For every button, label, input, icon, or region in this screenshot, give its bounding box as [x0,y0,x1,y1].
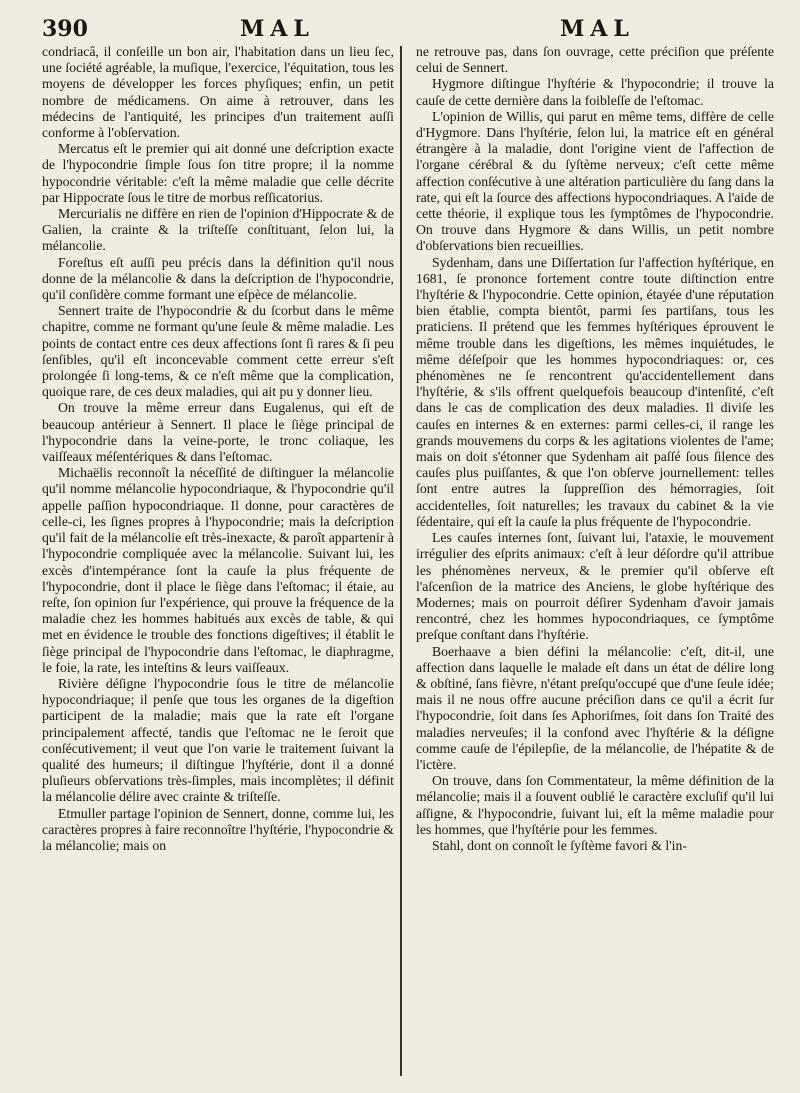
paragraph: Stahl, dont on connoît le ſyſtème favori & l'in- [432,837,687,853]
paragraph: Mercurialis ne diffère en rien de l'opinion d'Hippocrate & de Galien, la crainte & la triſteſſe conſtituant, ſelon lui, la mélancolie. [42,206,394,254]
paragraph: Michaëlis reconnoît la néceſſité de diſtinguer la mélancolie qu'il nomme mélancolie hypocondriaque, & l'hypocondrie qu'il appelle paſſion hypocondriaque. Il donne, pour caractères de celle-ci, les ſignes propres à l'hypocondrie; mais la deſcription qu'il fait de la mélancolie eſt très-inexacte, & paroît appartenir à l'hypocondrie compliquée avec la mélancolie. Suivant lui, les excès d'intempérance ſont la cauſe la plus fréquente de l'hypocondrie, dont il place le ſiège dans l'eſtomac; il étaie, au reſte, ſon opinion ſur l'expérience, qui prouve la fréquence de la maladie chez les hommes habitués aux excès de table, & qui met en évidence le trouble des fonctions digeſtives; il établit le ſiège principal de l'hypocondrie dans l'eſtomac, le diaphragme, le foie, la rate, les inteſtins & leurs vaiſſeaux. [42,465,394,675]
paragraph: On trouve la même erreur dans Eugalenus, qui eſt de beaucoup antérieur à Sennert. Il place le ſiège principal de l'hypocondrie dans la veine-porte, le tronc coliaque, les vaiſſeaux méſentériques & dans l'eſtomac. [42,400,394,465]
column-divider [400,46,402,1076]
paragraph: Sydenham, dans une Diſſertation ſur l'affection hyſtérique, en 1681, ſe prononce fortement contre toute diſtinction entre l'hyſtérie & l'hypocondrie. Cette opinion, étayée d'une réputation bien établie, compta bientôt, parmi ſes partiſans, tous les praticiens. Il prétend que les femmes hyſtériques éprouvent le même trouble dans les digeſtions, les mêmes inquiétudes, le même déſeſpoir que les hommes hypocondriaques: or, ces phénomènes ne ſe rencontrent qu'accidentellement dans l'hyſtérie, & s'ils offrent quelquefois beaucoup d'intenſité, c'eſt dans le cas de complication des deux maladies. Il diviſe les cauſes en internes & en externes: parmi celles-ci, il range les grands mouvemens du corps & les agitations violentes de l'ame; mais on doit s'étonner que Sydenham ait paſſé ſous ſilence des cauſes plus puiſſantes, & que l'on obſerve journellement: telles ſont entre autres la ſuppreſſion des hémorragies, ſoit accidentelles, ſoit naturelles; les travaux du cabinet & la vie ſédentaire, qui eſt la cauſe la plus fréquente de l'hypocondrie. [416,254,774,529]
paragraph: On trouve, dans ſon Commentateur, la même définition de la mélancolie; mais il a ſouvent oublié le caractère excluſif qu'il lui aſſigne, & l'hypocondrie, ſuivant lui, eſt la même maladie pour les hommes, que l'hyſtérie pour les femmes. [416,773,774,837]
paragraph: Rivière déſigne l'hypocondrie ſous le titre de mélancolie hypocondriaque; il penſe que tous les organes de la digeſtion participent de la maladie; mais que la rate eſt l'organe principalement affecté, tandis que l'eſtomac ne le ſeroit que conſécutivement; il veut que l'on varie le traitement ſuivant la qualité des humeurs; il diſtingue l'hyſtérie, dont il a donné pluſieurs obſervations très-ſimples, mais incomplètes; il définit la mélancolie délire avec crainte & triſteſſe. [42,675,394,805]
paragraph: condriacâ, il conſeille un bon air, l'habitation dans un lieu ſec, une ſociété agréable, la muſique, l'exercice, l'équitation, tous les moyens de développer les forces phyſiques; enfin, un petit nombre de médicamens. On aime à retrouver, dans les médecins de l'antiquité, les principes d'un traitement auſſi conforme à l'obſervation. [42,44,394,141]
running-title-right: MAL [560,16,635,42]
paragraph: Les cauſes internes ſont, ſuivant lui, l'ataxie, le mouvement irrégulier des eſprits animaux: c'eſt à leur déſordre qu'il attribue les phénomènes nerveux, & le premier qu'il obſerve eſt l'aſcenſion de la matrice des Anciens, le globe hyſtérique des Modernes; mais on pourroit déſirer Sydenham d'avoir jamais rencontré, chez les hommes hypocondriaques, ce ſymptôme preſque conſtant dans l'hyſtérie. [416,530,774,643]
paragraph: Hygmore diſtingue l'hyſtérie & l'hypocondrie; il trouve la cauſe de cette dernière dans la foibleſſe de l'eſtomac. [416,76,774,108]
paragraph: Boerhaave a bien défini la mélancolie: c'eſt, dit-il, une affection dans laquelle le malade eſt dans un état de délire long & obſtiné, ſans fièvre, n'étant preſqu'occupé que d'une ſeule idée; mais il ne nous offre aucune préciſion dans ce qu'il a écrit ſur l'hypocondrie, ſoit dans ſes Aphoriſmes, ſoit dans ſon Traité des maladies nerveuſes; il la confond avec l'hyſtérie & la déſigne comme cauſe de l'épilepſie, de la mélancolie, de l'hépatite & de l'ictère. [416,643,774,772]
page-number: 390 [42,16,88,42]
paragraph: Etmuller partage l'opinion de Sennert, donne, comme lui, les caractères propres à faire reconnoître l'hyſtérie, l'hypocondrie & la mélancolie; mais on [42,805,394,853]
right-column [416,44,774,854]
paragraph: L'opinion de Willis, qui parut en même tems, diffère de celle d'Hygmore. Dans l'hyſtérie, ſelon lui, la matrice eſt en général étrangère à la maladie, dont l'origine vient de l'affection de l'organe cérébral & du ſyſtème nerveux; c'eſt cette même affection conſécutive à une altération particulière du ſang dans la rate, qui eſt la ſource des affections hypocondriaques. A l'aide de cette théorie, il explique tous les ſymptômes de l'hypocondrie. On trouve dans Hygmore & dans Willis, un petit nombre d'obſervations bien recueillies. [416,108,774,254]
paragraph: Foreſtus eſt auſſi peu précis dans la définition qu'il nous donne de la mélancolie & dans la deſcription de l'hypocondrie, qu'il conſidère comme formant une eſpèce de mélancolie. [42,254,394,303]
running-title-left: MAL [240,16,315,42]
paragraph: ne retrouve pas, dans ſon ouvrage, cette préciſion que préſente celui de Sennert. [416,44,774,76]
left-column [42,44,394,854]
paragraph: Mercatus eſt le premier qui ait donné une deſcription exacte de l'hypocondrie ſimple ſous ſon titre propre; il la nomme hypocondrie véritable: c'eſt la même maladie que celle décrite par Hippocrate ſous le titre de morbus reſſicatorius. [42,141,394,205]
paragraph: Sennert traite de l'hypocondrie & du ſcorbut dans le même chapitre, comme ne formant qu'une ſeule & même maladie. Les points de contact entre ces deux affections ſont ſi rares & ſi peu ſenſibles, qu'il eſt inconcevable comment cette erreur s'eſt prolongée ſi long-tems, & ce n'eſt même que la complication, quoique rare, de ces deux maladies, qui ait pu y donner lieu. [42,303,394,400]
